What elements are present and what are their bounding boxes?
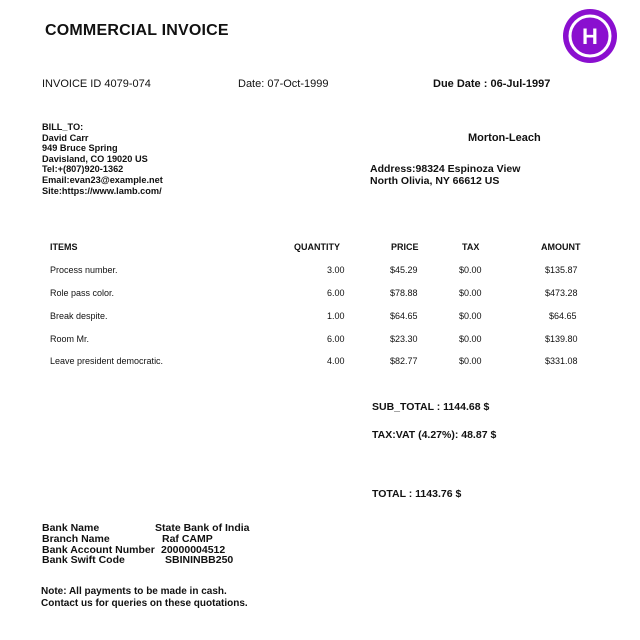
swift-code-row [42,555,250,566]
row-2-item: Role pass color. [50,288,115,298]
row-4-quantity: 6.00 [327,334,345,344]
row-1-price: $45.29 [390,265,418,275]
row-3-price: $64.65 [390,311,418,321]
row-1-amount: $135.87 [545,265,578,275]
row-3-quantity: 1.00 [327,311,345,321]
row-1-quantity: 3.00 [327,265,345,275]
col-header-quantity: QUANTITY [294,242,340,252]
invoice-title: COMMERCIAL INVOICE [45,22,229,39]
ship-to-address-line1: Address:98324 Espinoza View [370,163,521,175]
account-number-value: 20000004512 [161,543,226,556]
bill-to-name: David Carr [42,132,89,143]
row-2-quantity: 6.00 [327,288,345,298]
ship-to-name: Morton-Leach [468,132,541,144]
bill-to-heading: BILL_TO: [42,122,84,132]
row-4-price: $23.30 [390,334,418,344]
bill-to-phone: Tel:+(807)920-1362 [42,164,124,175]
row-2-amount: $473.28 [545,288,578,298]
row-5-price: $82.77 [390,356,418,366]
branch-name-label: Branch Name [42,532,110,545]
note-line-2: Contact us for queries on these quotations. [41,598,248,609]
bill-to-street: 949 Bruce Spring [42,143,118,154]
col-header-price: PRICE [391,242,419,252]
col-header-items: ITEMS [50,242,78,252]
row-1-tax: $0.00 [459,265,482,275]
note-line-1: Note: All payments to be made in cash. [41,586,227,597]
row-4-tax: $0.00 [459,334,482,344]
logo-letter: H [582,24,598,49]
bank-name-value: State Bank of India [155,522,250,534]
row-3-tax: $0.00 [459,311,482,321]
due-date: Due Date : 06-Jul-1997 [433,78,551,90]
row-5-quantity: 4.00 [327,356,345,366]
swift-code-value: SBININBB250 [165,554,234,567]
h-logo-icon [548,5,634,65]
branch-name-value: Raf CAMP [162,532,213,545]
bill-to-city: Davisland, CO 19020 US [42,153,148,164]
row-5-item: Leave president democratic. [50,356,164,366]
bill-to-site: Site:https://www.lamb.com/ [42,185,162,196]
invoice-date: Date: 07-Oct-1999 [238,78,329,90]
swift-code-label: Bank Swift Code [42,554,125,567]
row-2-tax: $0.00 [459,288,482,298]
row-3-amount: $64.65 [549,311,577,321]
col-header-amount: AMOUNT [541,242,581,252]
bill-to-email: Email:evan23@example.net [42,174,163,185]
row-5-amount: $331.08 [545,356,578,366]
subtotal: SUB_TOTAL : 1144.68 $ [372,401,490,413]
account-number-label: Bank Account Number [42,543,155,556]
row-4-amount: $139.80 [545,334,578,344]
ship-to-address-line2: North Olivia, NY 66612 US [370,175,500,187]
row-5-tax: $0.00 [459,356,482,366]
bank-name-label: Bank Name [42,522,100,534]
col-header-tax: TAX [462,242,480,252]
row-1-item: Process number. [50,265,118,275]
bill-to-block [42,122,163,196]
row-4-item: Room Mr. [50,334,90,344]
tax-vat: TAX:VAT (4.27%): 48.87 $ [372,429,497,441]
invoice-id: INVOICE ID 4079-074 [42,78,151,90]
grand-total: TOTAL : 1143.76 $ [372,488,462,500]
company-logo [548,5,634,65]
payment-note [41,586,248,610]
ship-to-address [370,163,520,187]
row-3-item: Break despite. [50,311,108,321]
row-2-price: $78.88 [390,288,418,298]
bank-details [42,523,250,566]
